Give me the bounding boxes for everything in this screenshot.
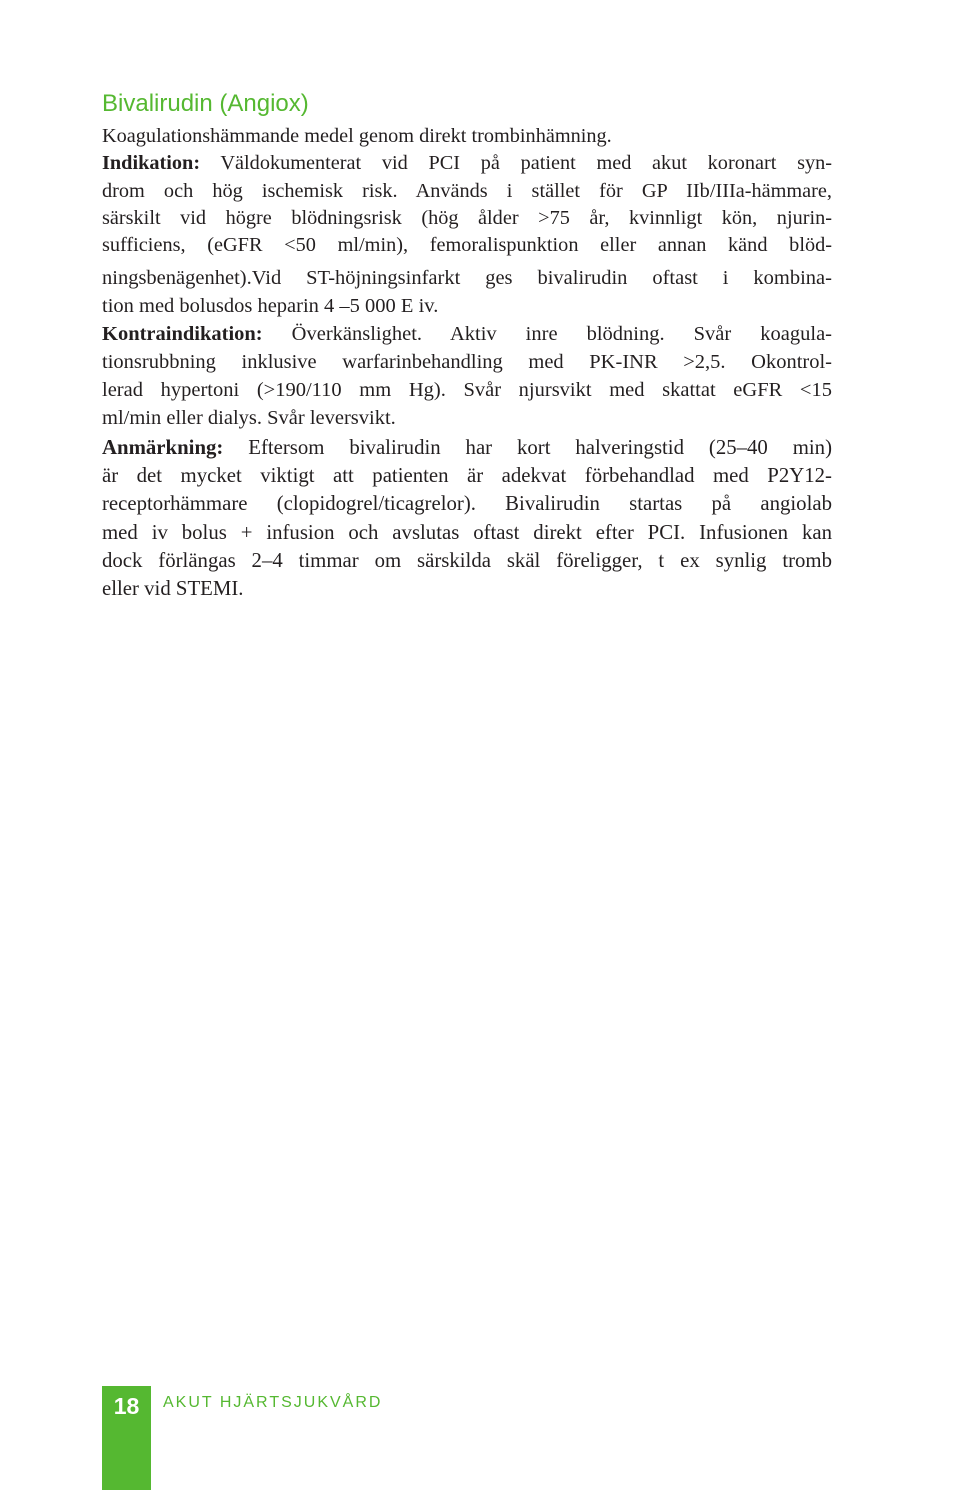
remark-line-2: är det mycket viktigt att patienten är adekvat förbehandlad med P2Y12- (102, 464, 832, 488)
running-title: AKUT HJÄRTSJUKVÅRD (163, 1394, 383, 1411)
contraindication-line-2: tionsrubbning inklusive warfarinbehandling med PK-INR >2,5. Okontrol- (102, 351, 832, 373)
remark-paragraph (102, 434, 832, 603)
contraindication-line-4: ml/min eller dialys. Svår leversvikt. (102, 407, 396, 429)
indication-line-3: särskilt vid högre blödningsrisk (hög ålder >75 år, kvinnligt kön, njurin- (102, 206, 832, 229)
indication-text: Väldokumenterat vid PCI på patient med akut koronart syn- (200, 152, 832, 175)
remark-line-6: eller vid STEMI. (102, 576, 244, 600)
indication-line-4: sufficiens, (eGFR <50 ml/min), femoralispunktion eller annan känd blöd- (102, 234, 832, 257)
contraindication-text: Överkänslighet. Aktiv inre blödning. Svår koagula- (262, 323, 832, 345)
remark-line-5: dock förlängas 2–4 timmar om särskilda skäl föreligger, t ex synlig tromb (102, 548, 832, 572)
remark-text: Eftersom bivalirudin har kort halveringstid (25–40 min) (223, 436, 832, 459)
indication-line-1 (102, 150, 832, 177)
indication-line-5: ningsbenägenhet).Vid ST-höjningsinfarkt ges bivalirudin oftast i kombina- (102, 267, 832, 289)
indication-label: Indikation: (102, 152, 201, 175)
remark-label: Anmärkning: (102, 436, 224, 459)
indication-line-6: tion med bolusdos heparin 4 –5 000 E iv. (102, 295, 439, 317)
intro-paragraph (102, 123, 832, 259)
indication-line-2: drom och hög ischemisk risk. Används i stället för GP IIb/IIIa-hämmare, (102, 179, 832, 202)
section-heading: Bivalirudin (Angiox) (102, 90, 309, 117)
page-number: 18 (113, 1393, 140, 1419)
contraindication-label: Kontraindikation: (102, 323, 263, 345)
indication-continuation (102, 264, 832, 432)
contraindication-line-1 (102, 320, 832, 348)
remark-line-4: med iv bolus + infusion och avslutas oftast direkt efter PCI. Infusionen kan (102, 520, 832, 544)
intro-line-1: Koagulationshämmande medel genom direkt trombinhämning. (102, 125, 612, 147)
contraindication-line-3: lerad hypertoni (>190/110 mm Hg). Svår njursvikt med skattat eGFR <15 (102, 379, 832, 401)
remark-line-1 (102, 434, 832, 462)
remark-line-3: receptorhämmare (clopidogrel/ticagrelor). Bivalirudin startas på angiolab (102, 492, 832, 516)
